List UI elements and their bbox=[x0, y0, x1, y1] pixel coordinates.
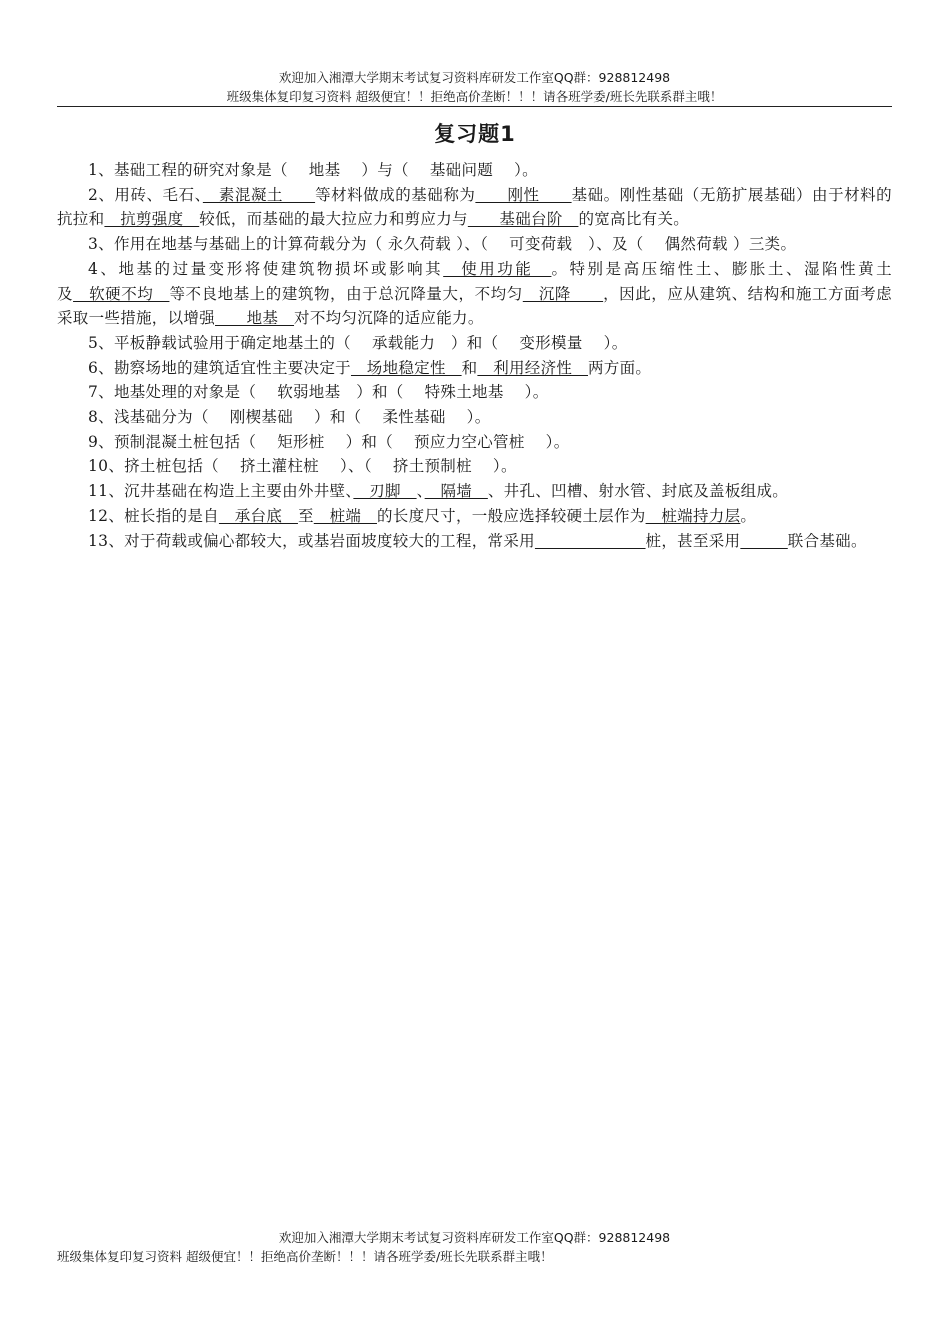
answer-blank: 刃脚 bbox=[353, 482, 417, 501]
answer-blank: 刚性 bbox=[475, 185, 572, 204]
question-text: 、井孔、凹槽、射水管、封底及盖板组成。 bbox=[487, 482, 789, 501]
question-list bbox=[57, 158, 892, 553]
question-text: 基础。刚性基础（无筋扩展基础）由于材料的抗拉和 bbox=[57, 185, 892, 229]
question-text: 至 bbox=[297, 506, 314, 525]
page-footer bbox=[57, 1228, 892, 1266]
question-item bbox=[57, 430, 892, 455]
question-item bbox=[57, 158, 892, 183]
answer-blank bbox=[535, 532, 646, 550]
answer-blank: 桩端持力层 bbox=[645, 506, 741, 525]
footer-line-2: 班级集体复印复习资料 超级便宜！！拒绝高价垄断！！！请各班学委/班长先联系群主哦！ bbox=[57, 1249, 553, 1264]
question-text: 11、沉井基础在构造上主要由外井壁、 bbox=[88, 482, 354, 501]
question-text: 9、预制混凝土桩包括（ 矩形桩 ）和（ 预应力空心管桩 ）。 bbox=[88, 432, 570, 451]
answer-blank: 沉降 bbox=[522, 284, 604, 303]
question-item bbox=[57, 257, 892, 331]
question-text: 等不良地基上的建筑物，由于总沉降量大，不均匀 bbox=[169, 284, 523, 303]
question-text: 桩，甚至采用 bbox=[645, 531, 741, 550]
question-item bbox=[57, 529, 892, 554]
question-item bbox=[57, 479, 892, 504]
answer-blank: 桩端 bbox=[313, 506, 377, 525]
question-item bbox=[57, 454, 892, 479]
question-text: 对不均匀沉降的适应能力。 bbox=[294, 309, 484, 328]
question-text: 13、对于荷载或偏心都较大，或基岩面坡度较大的工程，常采用 bbox=[88, 531, 535, 550]
question-text: 联合基础。 bbox=[787, 531, 867, 550]
question-text: 7、地基处理的对象是（ 软弱地基 ）和（ 特殊土地基 ）。 bbox=[88, 383, 549, 402]
answer-blank: 使用功能 bbox=[443, 259, 552, 278]
page-header bbox=[57, 68, 892, 106]
answer-blank: 承台底 bbox=[218, 506, 298, 525]
question-text: 5、平板静载试验用于确定地基土的（ 承载能力 ）和（ 变形模量 ）。 bbox=[88, 333, 628, 352]
question-text: ，因此，应从建筑、结构和施工方面考虑采取一些措施，以增强 bbox=[57, 284, 892, 328]
question-text: 3、作用在地基与基础上的计算荷载分为（ 永久荷载 ）、（ 可变荷载 ）、及（ 偶然荷载 ）三类。 bbox=[88, 235, 797, 254]
question-text: 的长度尺寸，一般应选择较硬土层作为 bbox=[376, 506, 646, 525]
question-text: 2、用砖、毛石、 bbox=[88, 185, 203, 204]
question-item bbox=[57, 232, 892, 257]
answer-blank: 软硬不均 bbox=[73, 284, 170, 303]
footer-line-1: 欢迎加入湘潭大学期末考试复习资料库研发工作室QQ群：928812498 bbox=[278, 1230, 671, 1245]
question-text: 两方面。 bbox=[588, 358, 652, 377]
question-text: 10、挤土桩包括（ 挤土灌柱桩 ）、（ 挤土预制桩 ）。 bbox=[88, 457, 517, 476]
answer-blank: 利用经济性 bbox=[477, 358, 588, 377]
question-text: 6、勘察场地的建筑适宜性主要决定于 bbox=[88, 358, 351, 377]
answer-blank: 场地稳定性 bbox=[350, 358, 462, 377]
question-item bbox=[57, 405, 892, 430]
answer-blank: 地基 bbox=[215, 309, 295, 328]
answer-blank: 抗剪强度 bbox=[104, 210, 200, 229]
header-divider bbox=[57, 106, 892, 107]
page-title: 复习题1 bbox=[434, 122, 516, 146]
question-text: 、 bbox=[416, 482, 425, 501]
question-item bbox=[57, 356, 892, 381]
header-line-1: 欢迎加入湘潭大学期末考试复习资料库研发工作室QQ群：928812498 bbox=[278, 70, 671, 85]
question-item bbox=[57, 183, 892, 232]
question-text: 的宽高比有关。 bbox=[578, 210, 690, 229]
answer-blank bbox=[740, 532, 787, 550]
question-item bbox=[57, 504, 892, 529]
answer-blank: 基础台阶 bbox=[467, 210, 579, 229]
question-text: 和 bbox=[461, 358, 478, 377]
question-item bbox=[57, 331, 892, 356]
header-line-2: 班级集体复印复习资料 超级便宜！！拒绝高价垄断！！！请各班学委/班长先联系群主哦！ bbox=[226, 89, 723, 104]
question-text: 12、桩长指的是自 bbox=[88, 506, 219, 525]
question-text: 4、地基的过量变形将使建筑物损坏或影响其 bbox=[88, 259, 444, 278]
question-text: 等材料做成的基础称为 bbox=[315, 185, 476, 204]
answer-blank: 素混凝土 bbox=[202, 185, 316, 204]
question-text: 。特别是高压缩性土、膨胀土、湿陷性黄土及 bbox=[57, 259, 892, 303]
question-text: 。 bbox=[740, 506, 757, 525]
question-item bbox=[57, 380, 892, 405]
question-text: 较低，而基础的最大拉应力和剪应力与 bbox=[199, 210, 468, 229]
question-text: 8、浅基础分为（ 刚楔基础 ）和（ 柔性基础 ）。 bbox=[88, 408, 491, 427]
answer-blank: 隔墙 bbox=[424, 482, 488, 501]
question-text: 1、基础工程的研究对象是（ 地基 ）与（ 基础问题 ）。 bbox=[88, 161, 538, 179]
